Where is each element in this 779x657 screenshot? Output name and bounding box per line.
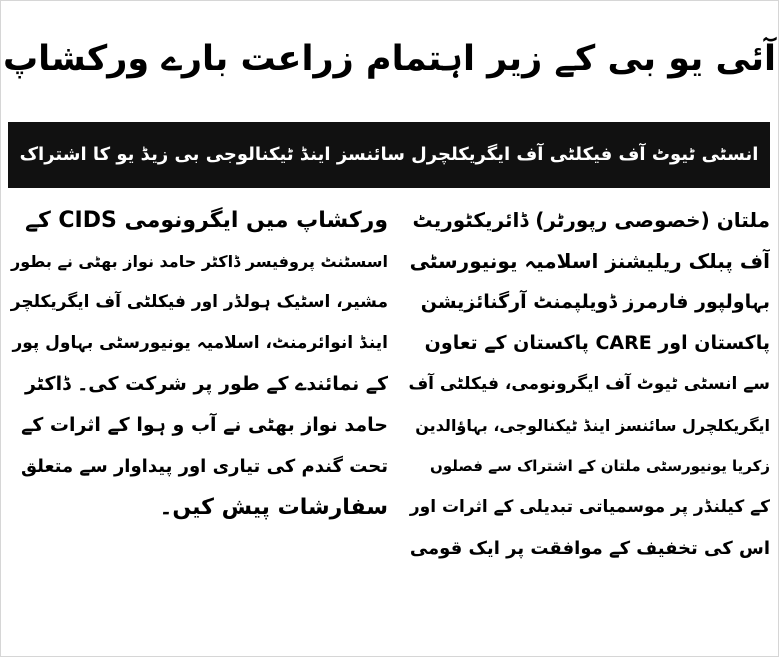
column-line: کے نمائندے کے طور پر شرکت کی۔ ڈاکٹر <box>24 373 388 395</box>
column-line: ملتان (خصوصی رپورٹر) ڈائریکٹوریٹ <box>412 208 770 232</box>
column-line: مشیر، اسٹیک ہولڈر اور فیکلٹی آف ایگریکلچر <box>10 292 388 312</box>
article-column-left <box>8 200 388 650</box>
subheadline: انسٹی ٹیوٹ آف فیکلٹی آف ایگریکلچرل سائنسز اینڈ ٹیکنالوجی بی زیڈ یو کا اشتراک <box>19 144 759 165</box>
column-line: ورکشاپ میں ایگرونومی CIDS کے <box>25 208 388 233</box>
column-line: اس کی تخفیف کے موافقت پر ایک قومی <box>409 538 770 559</box>
column-line: اینڈ انوائرمنٹ، اسلامیہ یونیورسٹی بہاول پور <box>12 333 388 353</box>
article-body <box>8 200 770 650</box>
column-line: سے انسٹی ٹیوٹ آف ایگرونومی، فیکلٹی آف <box>408 374 770 394</box>
column-line: کے کیلنڈر پر موسمیاتی تبدیلی کے اثرات اور <box>409 497 770 517</box>
column-line: تحت گندم کی تیاری اور پیداوار سے متعلق <box>20 456 388 477</box>
headline: آئی یو بی کے زیر اہتمام زراعت بارے ورکشاپ <box>2 38 777 79</box>
column-line: آف پبلک ریلیشنز اسلامیہ یونیورسٹی <box>409 249 770 273</box>
column-line: زکریا یونیورسٹی ملتان کے اشتراک سے فصلوں <box>430 457 770 475</box>
column-line: پاکستان اور CARE پاکستان کے تعاون <box>424 332 770 354</box>
subheadline-band <box>8 122 770 188</box>
article-column-right <box>408 200 770 650</box>
column-line: سفارشات پیش کیں۔ <box>159 495 388 520</box>
column-line: بہاولپور فارمرز ڈویلپمنٹ آرگنائزیشن <box>420 291 770 313</box>
column-line: اسسٹنٹ پروفیسر ڈاکٹر حامد نواز بھٹی نے بطور <box>11 252 388 271</box>
column-line: ایگریکلچرل سائنسز اینڈ ٹیکنالوجی، بہاؤالدین <box>415 416 770 435</box>
column-line: حامد نواز بھٹی نے آب و ہوا کے اثرات کے <box>21 414 388 436</box>
headline-area <box>0 0 779 118</box>
